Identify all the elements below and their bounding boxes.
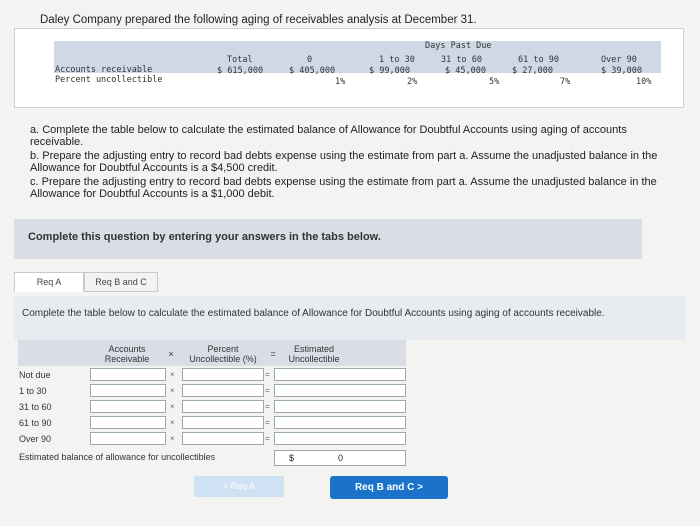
- tab-panel-instructions: [14, 296, 686, 340]
- total-value: 0: [337, 453, 343, 463]
- col-total-amount: $ 615,000: [217, 66, 264, 76]
- col-0-pct: 1%: [335, 77, 346, 87]
- total-estimated-balance: [274, 450, 406, 466]
- ar-input-not-due[interactable]: [90, 368, 166, 381]
- col-over-90-amount: $ 39,000: [601, 66, 642, 76]
- pct-input-over-90[interactable]: [182, 432, 264, 445]
- complete-question-text: Complete this question by entering your answers in the tabs below.: [28, 231, 381, 243]
- times-icon: ×: [170, 370, 175, 379]
- row-label-pct: Percent uncollectible: [55, 75, 163, 85]
- pct-input-61-90[interactable]: [182, 416, 264, 429]
- col-31-60-amount: $ 45,000: [445, 66, 486, 76]
- est-input-31-60[interactable]: [274, 400, 406, 413]
- row-label-1-30: 1 to 30: [19, 386, 47, 396]
- ar-input-1-30[interactable]: [90, 384, 166, 397]
- col-31-60-label: 31 to 60: [441, 55, 482, 65]
- col-0-label: 0: [307, 55, 313, 65]
- row-label-61-90: 61 to 90: [19, 418, 52, 428]
- col-61-90-label: 61 to 90: [518, 55, 559, 65]
- instruction-b: b. Prepare the adjusting entry to record bad debts expense using the estimate from part a. Assume the unadjusted balance in the Allowance for Doubtful Accounts is a $4,500 credit.: [30, 150, 658, 174]
- total-label: Estimated balance of allowance for uncollectibles: [19, 452, 216, 462]
- est-input-61-90[interactable]: [274, 416, 406, 429]
- pct-input-31-60[interactable]: [182, 400, 264, 413]
- col-1-30-amount: $ 99,000: [369, 66, 410, 76]
- ar-input-61-90[interactable]: [90, 416, 166, 429]
- ar-input-31-60[interactable]: [90, 400, 166, 413]
- col-31-60-pct: 5%: [489, 77, 500, 87]
- equals-icon: =: [265, 370, 270, 379]
- header-accounts-receivable: Accounts Receivable: [104, 344, 150, 364]
- intro-text: Daley Company prepared the following aging of receivables analysis at December 31.: [40, 14, 477, 26]
- equals-icon: =: [265, 418, 270, 427]
- col-over-90-pct: 10%: [636, 77, 652, 87]
- est-input-over-90[interactable]: [274, 432, 406, 445]
- total-currency: $: [289, 453, 295, 463]
- prev-req-a-button[interactable]: < Req A: [194, 476, 284, 497]
- ar-input-over-90[interactable]: [90, 432, 166, 445]
- times-icon: ×: [170, 418, 175, 427]
- times-icon: ×: [170, 434, 175, 443]
- next-req-b-and-c-button[interactable]: Req B and C >: [330, 476, 448, 499]
- panel-text: Complete the table below to calculate the estimated balance of Allowance for Doubtful Accounts using aging of accounts receivable.: [22, 308, 605, 319]
- instruction-c: c. Prepare the adjusting entry to record bad debts expense using the estimate from part a. Assume the unadjusted balance in the Allowance for Doubtful Accounts is a $1,000 debit.: [30, 176, 657, 200]
- times-icon: ×: [170, 402, 175, 411]
- tab-req-b-and-c[interactable]: Req B and C: [84, 272, 158, 292]
- header-equals: =: [270, 349, 276, 359]
- complete-question-band: [14, 219, 642, 259]
- est-input-1-30[interactable]: [274, 384, 406, 397]
- row-label-31-60: 31 to 60: [19, 402, 52, 412]
- times-icon: ×: [170, 386, 175, 395]
- header-percent-uncollectible: Percent Uncollectible (%): [189, 344, 257, 364]
- col-0-amount: $ 405,000: [289, 66, 336, 76]
- tab-req-a[interactable]: Req A: [14, 272, 84, 292]
- pct-input-not-due[interactable]: [182, 368, 264, 381]
- col-61-90-pct: 7%: [560, 77, 571, 87]
- days-past-due-header: Days Past Due: [425, 41, 492, 51]
- header-times: ×: [168, 349, 174, 359]
- est-input-not-due[interactable]: [274, 368, 406, 381]
- instruction-a: a. Complete the table below to calculate the estimated balance of Allowance for Doubtful Accounts using aging of accounts receivable.: [30, 124, 627, 148]
- aging-summary: [14, 28, 684, 108]
- pct-input-1-30[interactable]: [182, 384, 264, 397]
- col-total-label: Total: [227, 55, 253, 65]
- row-label-not-due: Not due: [19, 370, 51, 380]
- equals-icon: =: [265, 402, 270, 411]
- col-over-90-label: Over 90: [601, 55, 637, 65]
- equals-icon: =: [265, 386, 270, 395]
- col-1-30-label: 1 to 30: [379, 55, 415, 65]
- col-1-30-pct: 2%: [407, 77, 418, 87]
- row-label-over-90: Over 90: [19, 434, 52, 444]
- row-label-ar: Accounts receivable: [55, 65, 153, 75]
- equals-icon: =: [265, 434, 270, 443]
- header-estimated-uncollectible: Estimated Uncollectible: [288, 344, 340, 364]
- col-61-90-amount: $ 27,000: [512, 66, 553, 76]
